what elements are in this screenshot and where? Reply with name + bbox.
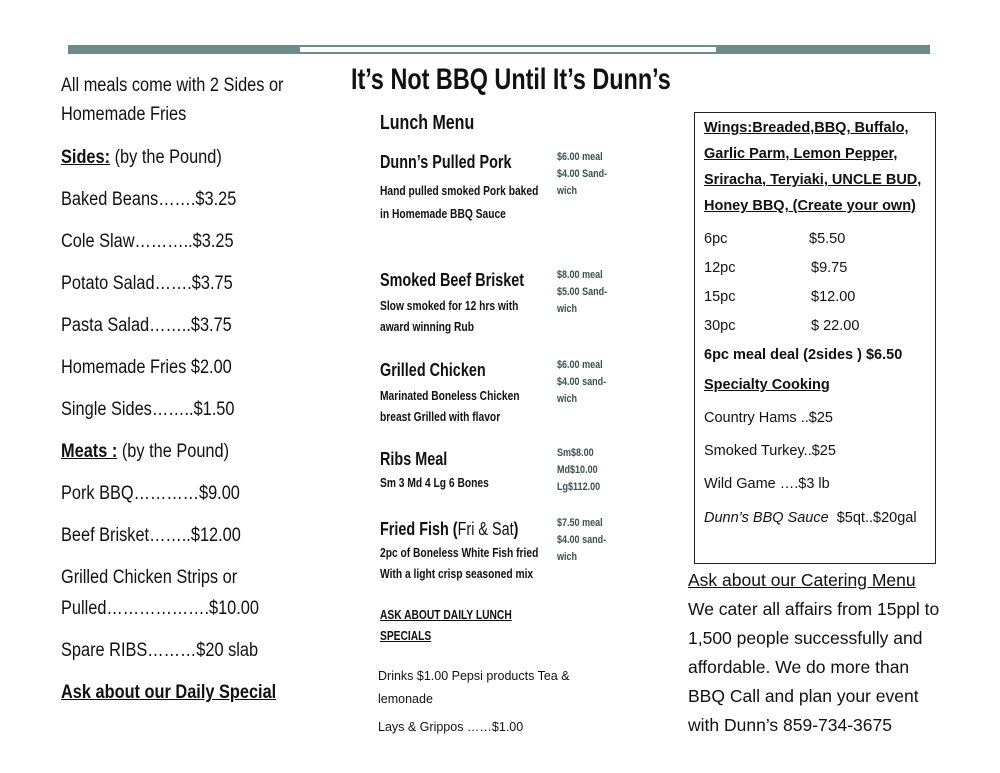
price-line: wich bbox=[557, 303, 578, 315]
price-line: Sm$8.00 bbox=[557, 447, 594, 459]
meat-item: Pork BBQ…………$9.00 bbox=[61, 483, 240, 504]
wing-row bbox=[704, 231, 727, 247]
specialty-item: Country Hams ..$25 bbox=[704, 410, 833, 426]
side-item: Homemade Fries $2.00 bbox=[61, 357, 232, 378]
wing-size: 30pc bbox=[704, 318, 736, 334]
wing-size: 6pc bbox=[704, 231, 728, 247]
drinks-line: Drinks $1.00 Pepsi products Tea & bbox=[378, 669, 570, 683]
lunch-item-desc: With a light crisp seasoned mix bbox=[380, 567, 534, 581]
sauce-name: Dunn’s BBQ Sauce bbox=[704, 510, 829, 526]
price-line: $6.00 meal bbox=[557, 151, 603, 163]
price-line: $8.00 meal bbox=[557, 269, 603, 281]
lunch-item-name: Ribs Meal bbox=[380, 449, 448, 469]
lunch-item-price bbox=[557, 515, 606, 566]
price-line: $4.00 Sand- bbox=[557, 168, 608, 180]
wing-row bbox=[704, 318, 735, 334]
wing-size: 12pc bbox=[704, 260, 736, 276]
price-line: wich bbox=[557, 551, 578, 563]
wing-size: 15pc bbox=[704, 289, 736, 305]
catering-heading: Ask about our Catering Menu bbox=[688, 570, 916, 590]
lunch-item-price bbox=[557, 445, 600, 496]
side-item: Potato Salad…….$3.75 bbox=[61, 273, 233, 294]
lunch-item-name bbox=[380, 519, 518, 540]
drinks-line: lemonade bbox=[378, 692, 433, 706]
specialty-item: Smoked Turkey..$25 bbox=[704, 443, 836, 459]
sides-heading bbox=[61, 147, 222, 169]
wings-heading: Honey BBQ, (Create your own) bbox=[704, 198, 916, 214]
catering-line: We cater all affairs from 15ppl to bbox=[688, 599, 940, 619]
lunch-item-desc: Hand pulled smoked Pork baked bbox=[380, 184, 539, 198]
wings-heading: Wings:Breaded,BBQ, Buffalo, bbox=[704, 120, 909, 136]
daily-lunch-specials: ASK ABOUT DAILY LUNCH bbox=[380, 608, 512, 622]
price-line: Md$10.00 bbox=[557, 464, 598, 476]
lunch-item-desc: 2pc of Boneless White Fish fried bbox=[380, 546, 539, 560]
lunch-item-price bbox=[557, 149, 607, 200]
header-rule-gap bbox=[300, 47, 716, 52]
lunch-item-desc: breast Grilled with flavor bbox=[380, 410, 501, 424]
price-line: $4.00 sand- bbox=[557, 534, 607, 546]
catering-line: with Dunn’s 859-734-3675 bbox=[688, 715, 892, 735]
catering-line: 1,500 people successfully and bbox=[688, 628, 923, 648]
lunch-heading: Lunch Menu bbox=[380, 112, 475, 134]
price-line: wich bbox=[557, 185, 578, 197]
wings-heading: Garlic Parm, Lemon Pepper, bbox=[704, 146, 898, 162]
bbq-sauce bbox=[704, 510, 917, 526]
price-line: Lg$112.00 bbox=[557, 481, 601, 493]
lunch-item-name: Smoked Beef Brisket bbox=[380, 270, 525, 290]
menu-title: It’s Not BBQ Until It’s Dunn’s bbox=[351, 63, 671, 96]
fish-days: Fri & Sat bbox=[457, 519, 514, 539]
side-item: Single Sides……..$1.50 bbox=[61, 399, 235, 420]
sides-label: Sides: bbox=[61, 147, 111, 168]
specialty-heading: Specialty Cooking bbox=[704, 377, 830, 393]
wing-price: $9.75 bbox=[811, 260, 848, 276]
sides-unit: (by the Pound) bbox=[110, 147, 222, 168]
price-line: $7.50 meal bbox=[557, 517, 603, 529]
lunch-item-desc: Sm 3 Md 4 Lg 6 Bones bbox=[380, 476, 489, 490]
sauce-price: $5qt..$20gal bbox=[828, 510, 917, 526]
side-item: Cole Slaw………..$3.25 bbox=[61, 231, 234, 252]
lunch-item-name: Dunn’s Pulled Pork bbox=[380, 152, 512, 172]
wing-row bbox=[704, 289, 735, 305]
price-line: wich bbox=[557, 393, 578, 405]
specialty-item: Wild Game ….$3 lb bbox=[704, 476, 830, 492]
meats-label: Meats : bbox=[61, 441, 118, 462]
meat-item: Grilled Chicken Strips or bbox=[61, 567, 238, 588]
side-item: Baked Beans…….$3.25 bbox=[61, 189, 237, 210]
chips-line: Lays & Grippos ……$1.00 bbox=[378, 720, 524, 734]
fish-name: Fried Fish ( bbox=[380, 519, 458, 539]
catering-line: affordable. We do more than bbox=[688, 657, 910, 677]
lunch-item-desc: award winning Rub bbox=[380, 320, 474, 334]
catering-line: BBQ Call and plan your event bbox=[688, 686, 919, 706]
lunch-item-name: Grilled Chicken bbox=[380, 360, 486, 380]
wing-row bbox=[704, 260, 735, 276]
meat-item: Beef Brisket……..$12.00 bbox=[61, 525, 241, 546]
lunch-item-price bbox=[557, 267, 607, 318]
fish-close: ) bbox=[513, 519, 519, 539]
side-item: Pasta Salad……..$3.75 bbox=[61, 315, 232, 336]
price-line: $4.00 sand- bbox=[557, 376, 607, 388]
intro-line-2: Homemade Fries bbox=[61, 104, 187, 125]
wing-price: $12.00 bbox=[811, 289, 856, 305]
daily-special-link: Ask about our Daily Special bbox=[61, 682, 277, 703]
price-line: $6.00 meal bbox=[557, 359, 603, 371]
price-line: $5.00 Sand- bbox=[557, 286, 608, 298]
meal-deal: 6pc meal deal (2sides ) $6.50 bbox=[704, 347, 903, 363]
meat-item: Spare RIBS………$20 slab bbox=[61, 640, 259, 661]
wing-price: $5.50 bbox=[809, 231, 846, 247]
lunch-item-desc: in Homemade BBQ Sauce bbox=[380, 207, 506, 221]
daily-lunch-specials: SPECIALS bbox=[380, 629, 432, 643]
meats-unit: (by the Pound) bbox=[117, 441, 230, 462]
lunch-item-price bbox=[557, 357, 606, 408]
meat-item: Pulled……………….$10.00 bbox=[61, 598, 259, 619]
intro-line-1: All meals come with 2 Sides or bbox=[61, 75, 284, 96]
lunch-item-desc: Marinated Boneless Chicken bbox=[380, 389, 520, 403]
wing-price: $ 22.00 bbox=[811, 318, 860, 334]
lunch-item-desc: Slow smoked for 12 hrs with bbox=[380, 299, 519, 313]
meats-heading bbox=[61, 441, 229, 463]
wings-heading: Sriracha, Teryiaki, UNCLE BUD, bbox=[704, 172, 922, 188]
